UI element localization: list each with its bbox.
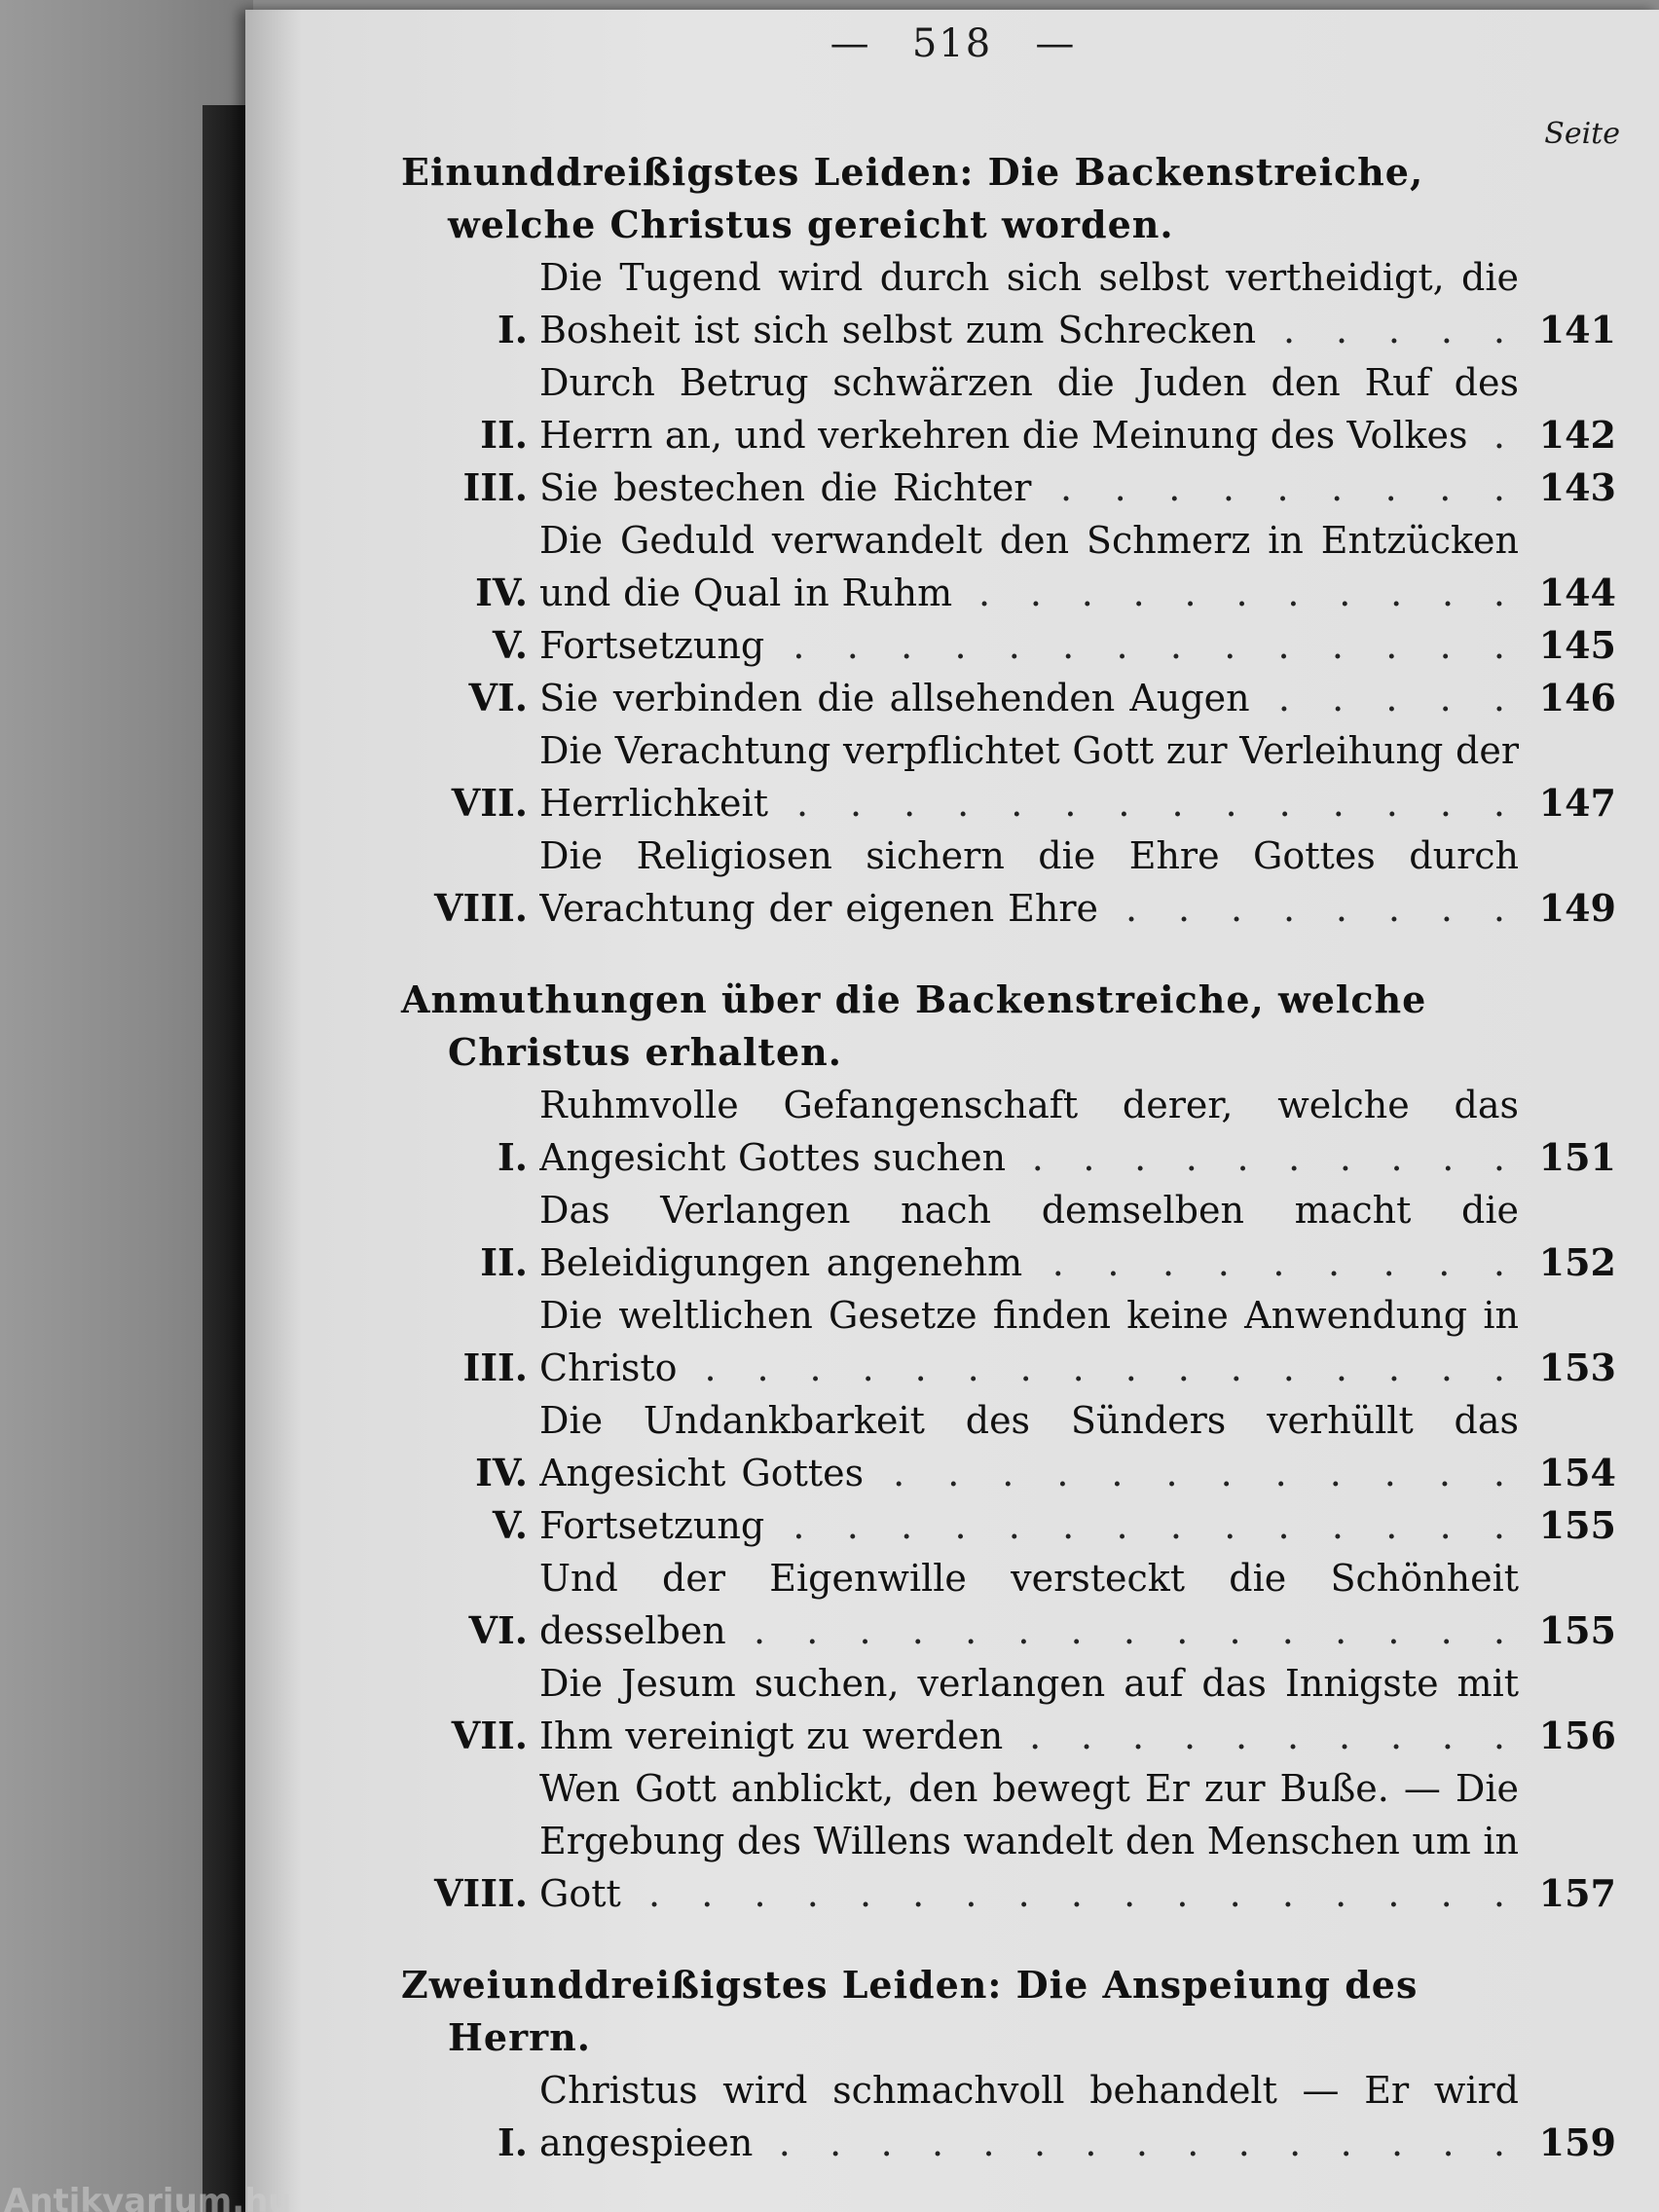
entry-numeral: VI.	[468, 676, 528, 719]
toc-entry	[401, 461, 1616, 514]
entry-page-number: 151	[1538, 1135, 1616, 1179]
toc-entry	[401, 672, 1616, 724]
leader-dots: . . . . . . . . . . .	[977, 571, 1519, 614]
entry-text: Ruhmvolle Gefangenschaft derer, welche das Angesicht Gottes suchen	[539, 1084, 1519, 1179]
entry-text: Die Geduld verwandelt den Schmerz in Entzücken und die Qual in Ruhm	[539, 519, 1519, 614]
toc-section	[401, 1959, 1616, 2169]
entry-text: Sie verbinden die allsehenden Augen	[539, 677, 1250, 719]
entry-page-number: 152	[1538, 1240, 1616, 1284]
entry-page-number: 147	[1538, 781, 1616, 825]
entry-page-number: 156	[1538, 1714, 1616, 1757]
entry-text: Die Undankbarkeit des Sünders verhüllt das Angesicht Gottes	[539, 1399, 1519, 1494]
entry-text: Und der Eigenwille versteckt die Schönheit desselben	[539, 1557, 1519, 1652]
toc-entry	[401, 1499, 1616, 1552]
entry-numeral: IV.	[475, 1451, 528, 1494]
entry-text: Die Verachtung verpflichtet Gott zur Verleihung der Herrlichkeit	[539, 729, 1519, 825]
entry-text: Die weltlichen Gesetze finden keine Anwendung in Christo	[539, 1294, 1519, 1389]
leader-dots: . . . . . . . . . . . . . .	[795, 782, 1519, 825]
toc-entry	[401, 1657, 1616, 1762]
seite-label: Seite	[1544, 117, 1620, 151]
entry-page-number: 149	[1538, 886, 1616, 930]
leader-dots: . . . . . . . .	[1124, 887, 1519, 930]
section-title: Anmuthungen über die Backenstreiche, welche Christus erhalten.	[401, 977, 1427, 1074]
toc-entry	[401, 356, 1616, 461]
entry-text: Durch Betrug schwärzen die Juden den Ruf des Herrn an, und verkehren die Meinung des Volkes	[539, 361, 1519, 457]
toc-entry	[401, 619, 1616, 672]
table-of-contents	[401, 146, 1616, 2208]
leader-dots: . . . . . . . . . . . .	[893, 1452, 1519, 1494]
toc-entry	[401, 724, 1616, 830]
toc-entry	[401, 1552, 1616, 1657]
entry-numeral: III.	[462, 465, 528, 509]
page-number: 518	[911, 21, 993, 66]
entry-numeral: III.	[462, 1346, 528, 1389]
entry-numeral: VIII.	[433, 886, 528, 930]
entry-numeral: I.	[497, 2120, 528, 2164]
entry-numeral: IV.	[475, 571, 528, 614]
leader-dots: . . . . . . . . . . . . . . .	[753, 1609, 1519, 1652]
entry-numeral: VII.	[451, 1714, 528, 1757]
entry-numeral: II.	[480, 1240, 528, 1284]
entry-numeral: VI.	[468, 1608, 528, 1652]
toc-entry	[401, 251, 1616, 356]
entry-text: Sie bestechen die Richter	[539, 466, 1032, 509]
header-dash-left: —	[830, 21, 869, 66]
toc-section	[401, 974, 1616, 1920]
leader-dots: . . . . .	[1282, 309, 1519, 351]
toc-entry	[401, 830, 1616, 935]
entry-text: Fortsetzung	[539, 1504, 765, 1547]
entry-text: Christus wird schmachvoll behandelt — Er wird angespieen	[539, 2069, 1519, 2164]
leader-dots: . . . . . . . . . .	[1029, 1714, 1519, 1757]
entry-numeral: I.	[497, 1135, 528, 1179]
entry-text: Das Verlangen nach demselben macht die Beleidigungen angenehm	[539, 1189, 1519, 1284]
entry-numeral: V.	[492, 623, 528, 667]
entry-page-number: 142	[1538, 413, 1616, 457]
entry-page-number: 155	[1538, 1608, 1616, 1652]
entry-page-number: 157	[1538, 1871, 1616, 1915]
entry-numeral: V.	[492, 1503, 528, 1547]
leader-dots: . . . . .	[1277, 677, 1519, 719]
toc-entry	[401, 1394, 1616, 1499]
leader-dots: . . . . . . . . .	[1051, 1241, 1519, 1284]
entry-numeral: VII.	[451, 781, 528, 825]
watermark: Antikvarium.hu	[4, 2182, 292, 2212]
entry-page-number: 159	[1538, 2120, 1616, 2164]
leader-dots: . . . . . . . . . . . . . .	[793, 624, 1519, 667]
leader-dots: . . . . . . . . . . . . . .	[793, 1504, 1519, 1547]
toc-entry	[401, 1762, 1616, 1920]
entry-text: Wen Gott anblickt, den bewegt Er zur Buße. — Die Ergebung des Willens wandelt den Menschen um in Gott	[539, 1767, 1519, 1915]
toc-section	[401, 146, 1616, 935]
book-page	[245, 10, 1659, 2212]
leader-dots: . . . . . . . . . . . . . . . . .	[647, 1872, 1519, 1915]
toc-entry	[401, 1184, 1616, 1289]
leader-dots: .	[1493, 414, 1519, 457]
entry-page-number: 155	[1538, 1503, 1616, 1547]
entry-page-number: 145	[1538, 623, 1616, 667]
entry-text: Die Tugend wird durch sich selbst vertheidigt, die Bosheit ist sich selbst zum Schrecken	[539, 256, 1519, 351]
entry-text: Die Jesum suchen, verlangen auf das Innigste mit Ihm vereinigt zu werden	[539, 1662, 1519, 1757]
entry-numeral: II.	[480, 413, 528, 457]
entry-numeral: VIII.	[433, 1871, 528, 1915]
entry-page-number: 144	[1538, 571, 1616, 614]
header-dash-right: —	[1035, 21, 1075, 66]
section-title: Einunddreißigstes Leiden: Die Backenstreiche, welche Christus gereicht worden.	[401, 150, 1424, 246]
leader-dots: . . . . . . . . . . . . . . .	[778, 2121, 1519, 2164]
entry-page-number: 146	[1538, 676, 1616, 719]
leader-dots: . . . . . . . . . .	[1031, 1136, 1519, 1179]
toc-entry	[401, 1079, 1616, 1184]
entry-page-number: 153	[1538, 1346, 1616, 1389]
leader-dots: . . . . . . . . .	[1060, 466, 1519, 509]
entry-text: Fortsetzung	[539, 624, 765, 667]
entry-page-number: 154	[1538, 1451, 1616, 1494]
toc-entry	[401, 2064, 1616, 2169]
section-title: Zweiunddreißigstes Leiden: Die Anspeiung des Herrn.	[401, 1963, 1419, 2059]
toc-entry	[401, 514, 1616, 619]
entry-text: Die Religiosen sichern die Ehre Gottes durch Verachtung der eigenen Ehre	[539, 834, 1519, 930]
entry-numeral: I.	[497, 308, 528, 351]
entry-page-number: 143	[1538, 465, 1616, 509]
page-header	[245, 21, 1659, 66]
leader-dots: . . . . . . . . . . . . . . . .	[704, 1346, 1519, 1389]
entry-page-number: 141	[1538, 308, 1616, 351]
toc-entry	[401, 1289, 1616, 1394]
